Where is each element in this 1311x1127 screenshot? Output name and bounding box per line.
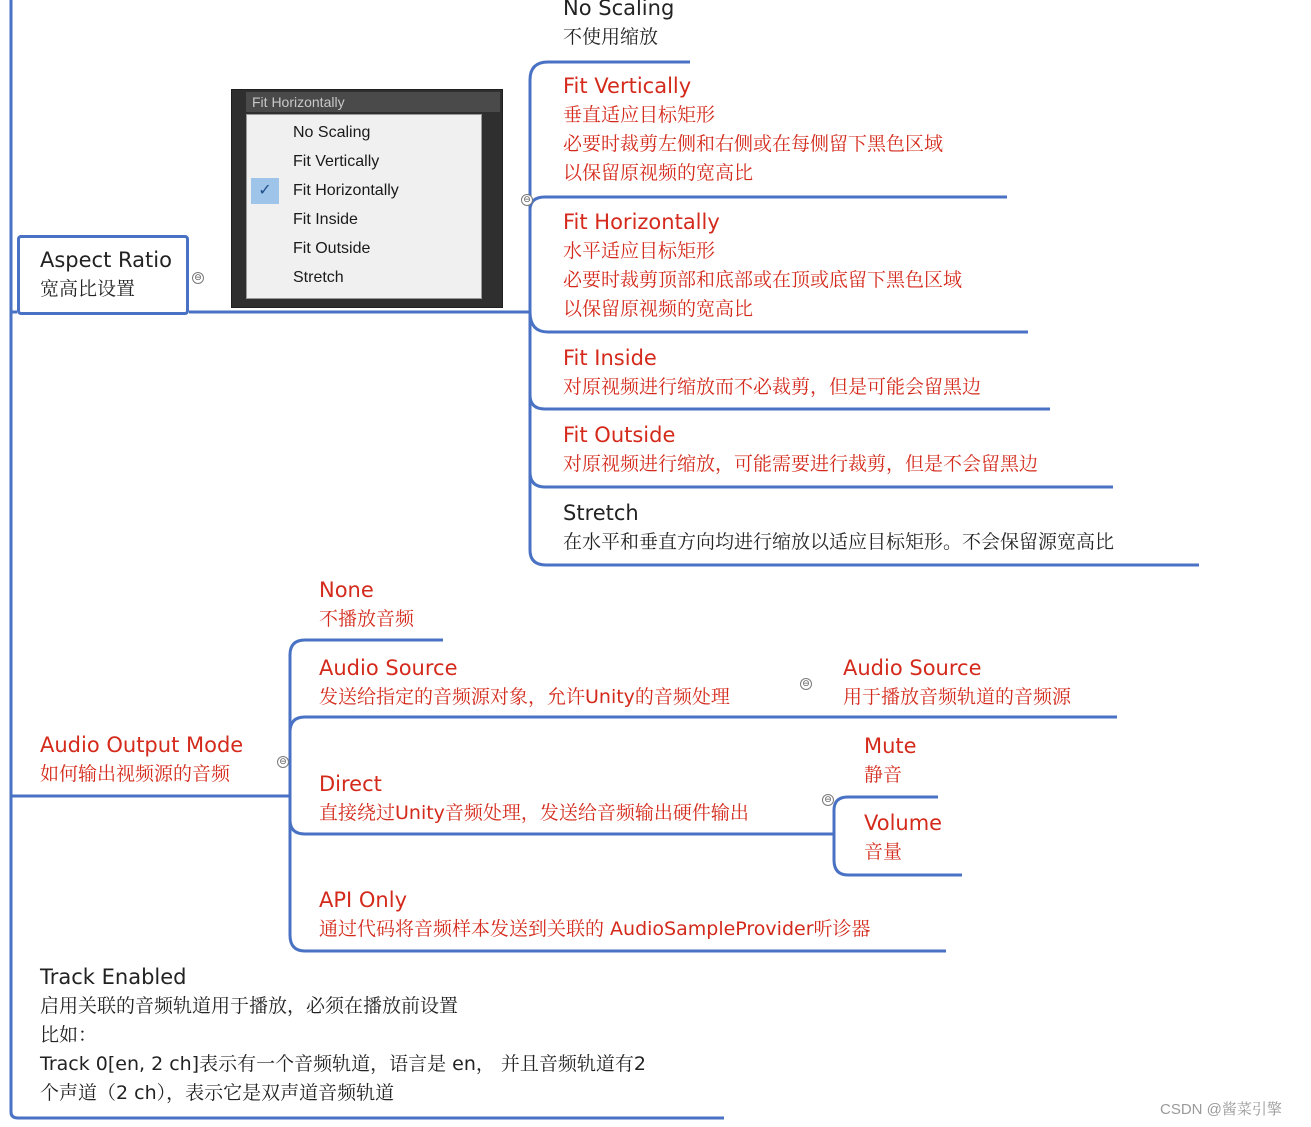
audio-option-audio-source[interactable]: Audio Source 发送给指定的音频源对象，允许Unity的音频处理: [319, 656, 730, 708]
dropdown-option[interactable]: Fit Inside: [293, 211, 358, 228]
option-fit-outside[interactable]: Fit Outside 对原视频进行缩放，可能需要进行裁剪，但是不会留黑边: [563, 423, 1039, 475]
audio-output-mode-title: Audio Output Mode: [40, 733, 244, 757]
dropdown-header: Fit Horizontally: [246, 92, 500, 112]
collapse-icon[interactable]: ⊖: [822, 794, 834, 806]
aspect-ratio-subtitle: 宽高比设置: [40, 278, 136, 300]
dropdown-option[interactable]: Fit Vertically: [293, 153, 380, 170]
scaling-dropdown-screenshot: [231, 89, 503, 308]
collapse-icon[interactable]: ⊖: [800, 678, 812, 690]
aspect-ratio-title: Aspect Ratio: [40, 248, 172, 272]
csdn-watermark: CSDN @酱菜引擎: [1160, 1101, 1282, 1118]
dropdown-option[interactable]: No Scaling: [293, 124, 371, 141]
dropdown-option[interactable]: Fit Outside: [293, 240, 371, 257]
collapse-icon[interactable]: ⊖: [192, 272, 204, 284]
audio-option-api-only[interactable]: API Only 通过代码将音频样本发送到关联的 AudioSampleProvider听诊器: [319, 888, 871, 940]
audio-output-mode-node[interactable]: [40, 731, 243, 789]
dropdown-option-selected[interactable]: ✓ Fit Horizontally: [247, 176, 481, 205]
aspect-ratio-label: [40, 246, 172, 304]
direct-child-mute[interactable]: Mute 静音: [864, 734, 917, 786]
track-enabled-title: Track Enabled: [40, 965, 187, 989]
option-fit-vertically[interactable]: Fit Vertically 垂直适应目标矩形 必要时裁剪左侧和右侧或在每侧留下黑色区域 以保留原视频的宽高比: [563, 74, 944, 184]
option-stretch[interactable]: Stretch 在水平和垂直方向均进行缩放以适应目标矩形。不会保留源宽高比: [563, 501, 1115, 553]
check-icon: ✓: [251, 178, 279, 204]
dropdown-list: [246, 114, 482, 299]
option-fit-horizontally[interactable]: Fit Horizontally 水平适应目标矩形 必要时裁剪顶部和底部或在顶或底留下黑色区域 以保留原视频的宽高比: [563, 210, 963, 320]
audio-source-child[interactable]: Audio Source 用于播放音频轨道的音频源: [843, 656, 1072, 708]
option-fit-inside[interactable]: Fit Inside 对原视频进行缩放而不必裁剪，但是可能会留黑边: [563, 346, 982, 398]
option-no-scaling[interactable]: No Scaling 不使用缩放: [563, 0, 675, 48]
track-enabled-node[interactable]: Track Enabled 启用关联的音频轨道用于播放，必须在播放前设置 比如： Track 0[en, 2 ch]表示有一个音频轨道，语言是 en， 并且音频轨道有2 个声道（2 ch），表示它是双声道音频轨道: [40, 965, 646, 1104]
collapse-icon[interactable]: ⊖: [521, 194, 533, 206]
audio-option-direct[interactable]: Direct 直接绕过Unity音频处理，发送给音频输出硬件输出: [319, 772, 749, 824]
collapse-icon[interactable]: ⊖: [277, 756, 289, 768]
direct-child-volume[interactable]: Volume 音量: [864, 811, 943, 863]
dropdown-option[interactable]: Stretch: [293, 269, 344, 286]
audio-option-none[interactable]: None 不播放音频: [319, 578, 415, 630]
audio-output-mode-subtitle: 如何输出视频源的音频: [40, 763, 231, 785]
